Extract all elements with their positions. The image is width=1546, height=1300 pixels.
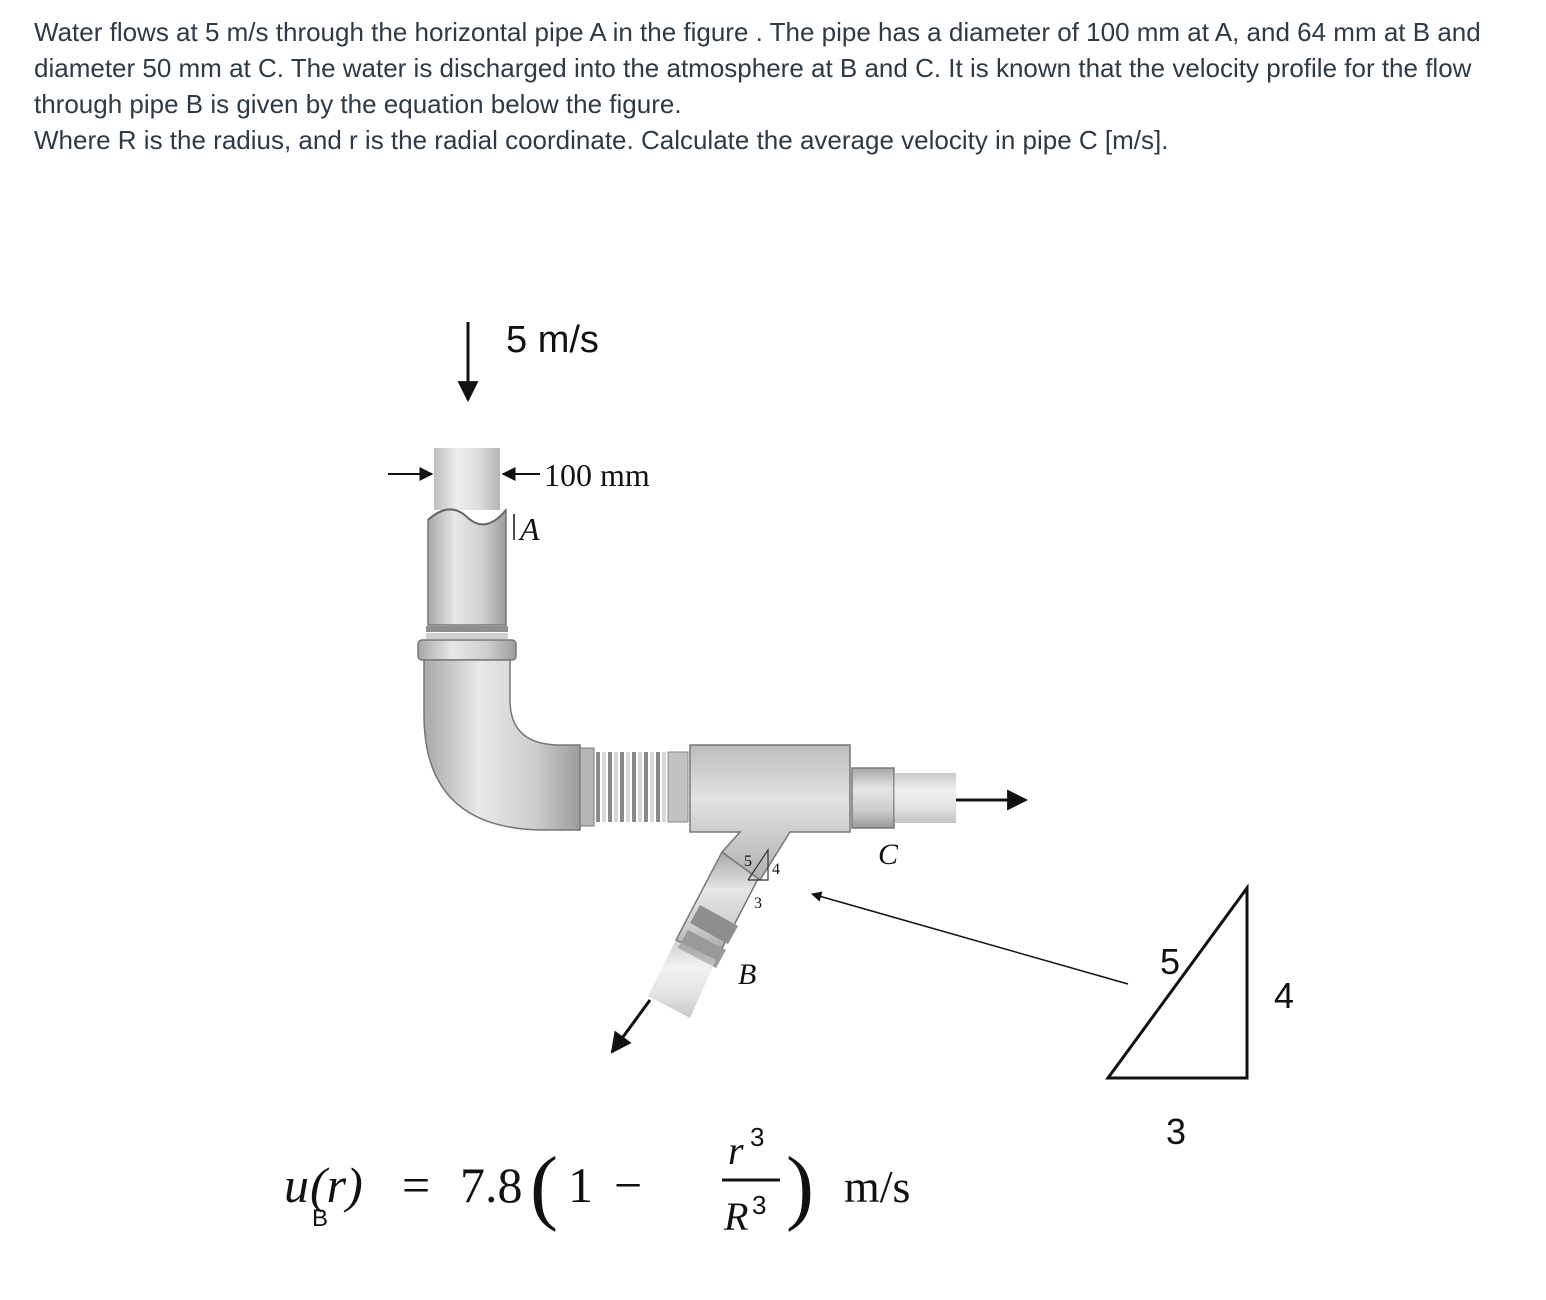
svg-text:4: 4 bbox=[772, 861, 780, 878]
equation-minus: − bbox=[614, 1157, 643, 1213]
tee-body bbox=[690, 745, 850, 880]
outflow-arrow-b bbox=[612, 1000, 650, 1052]
equation-u: u bbox=[284, 1157, 309, 1213]
equation-coefficient: 7.8 bbox=[460, 1157, 523, 1213]
question-paragraph-1: Water flows at 5 m/s through the horizontal pipe A in the figure . The pipe has a diameter of 100 mm at A, and 64 mm at B and diameter 50 mm at C. The water is discharged into the atmosphere at B and C. It is known that the velocity profile for the flow through pipe B is given by the equation below the figure. bbox=[34, 17, 1481, 119]
equation-arg: (r) bbox=[310, 1157, 363, 1213]
svg-text:3: 3 bbox=[754, 895, 762, 912]
equation-one: 1 bbox=[568, 1157, 593, 1213]
question-paragraph-2: Where R is the radius, and r is the radial coordinate. Calculate the average velocity in pipe C [m/s]. bbox=[34, 125, 1169, 155]
velocity-equation bbox=[284, 1122, 910, 1239]
triangle-horizontal-label: 3 bbox=[1166, 1111, 1187, 1152]
label-c: C bbox=[878, 838, 899, 871]
slope-triangle bbox=[1108, 888, 1247, 1078]
equation-close-paren: ) bbox=[786, 1140, 814, 1233]
equation-open-paren: ( bbox=[530, 1140, 558, 1233]
equation-denominator: R bbox=[724, 1194, 749, 1239]
label-b: B bbox=[738, 958, 757, 991]
pipe-a-top bbox=[434, 448, 500, 510]
triangle-vertical-label: 4 bbox=[1274, 975, 1295, 1016]
elbow-coupling bbox=[418, 640, 516, 660]
label-a: A bbox=[520, 511, 540, 547]
equation-numerator: r bbox=[728, 1128, 744, 1173]
pointer-line bbox=[812, 894, 1128, 984]
elbow-to-tee-threads bbox=[580, 748, 688, 826]
outlet-c-fitting bbox=[852, 768, 894, 828]
inlet-velocity-label: 5 m/s bbox=[506, 319, 599, 361]
diameter-a-label: 100 mm bbox=[544, 457, 650, 493]
elbow bbox=[424, 660, 580, 830]
equation-equals: = bbox=[402, 1157, 431, 1213]
svg-text:5: 5 bbox=[744, 853, 752, 870]
branch-pipe-b bbox=[648, 852, 760, 1018]
pipe-a-body bbox=[428, 509, 506, 625]
outlet-c-pipe bbox=[894, 773, 956, 823]
equation-subscript: B bbox=[312, 1205, 329, 1232]
equation-units: m/s bbox=[844, 1161, 911, 1212]
equation-numerator-exponent: 3 bbox=[750, 1122, 765, 1152]
triangle-hypotenuse-label: 5 bbox=[1160, 941, 1181, 982]
equation-denominator-exponent: 3 bbox=[752, 1190, 767, 1220]
